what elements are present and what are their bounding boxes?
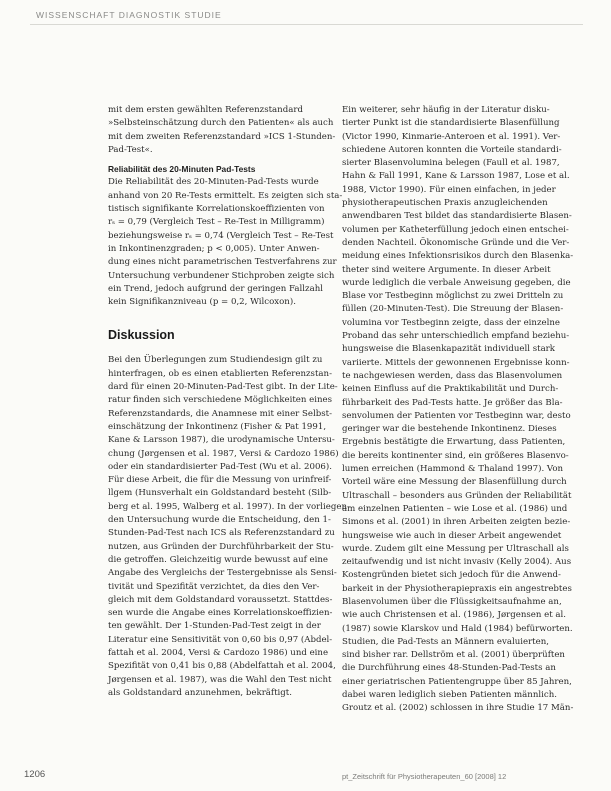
journal-footer: pt_Zeitschrift für Physiotherapeuten_60 [2008] 12 <box>342 772 507 781</box>
text-line: Die Reliabilität des 20-Minuten-Pad-Tests wurde <box>108 177 319 188</box>
text-line: tivität und Spezifität verzichtet, da dies den Ver- <box>108 581 320 592</box>
text-line: Bei den Überlegungen zum Studiendesign gilt zu <box>108 355 323 366</box>
text-line: lumen erreichen (Hammond & Thaland 1997). Von <box>342 464 564 475</box>
text-line: Untersuchung verbundener Stichproben zeigte sich <box>108 270 335 281</box>
discussion-paragraph <box>108 354 350 700</box>
text-line: volumina vor Testbeginn zeigte, dass der einzelne <box>342 317 560 328</box>
text-line: sen wurde die Angabe eines Korrelationskoeffizien- <box>108 608 333 619</box>
text-line: ein Trend, jedoch aufgrund der geringen Fallzahl <box>108 283 323 294</box>
text-line: hinterfragen, ob es einen etablierten Referenzstan- <box>108 368 332 379</box>
text-line: Simons et al. (2001) in ihren Arbeiten zeigten bezie- <box>342 517 571 528</box>
text-line: Kostengründen bietet sich jedoch für die Anwend- <box>342 570 561 581</box>
text-line: in Inkontinenzgraden; p < 0,005). Unter Anwen- <box>108 243 320 254</box>
text-line: die bereits kontinenter sind, ein größeres Blasenvo- <box>342 450 569 461</box>
text-line: hungsweise wie auch in dieser Arbeit angewendet <box>342 530 562 541</box>
text-line: sind bisher rar. Dellström et al. (2001) überprüften <box>342 650 565 661</box>
text-line: den Untersuchung wurde die Entscheidung, den 1- <box>108 515 331 526</box>
text-line: gleich mit dem Goldstandard voraussetzt. Stattdes- <box>108 594 333 605</box>
text-line: kein Signifikanzniveau (p = 0,2, Wilcoxon). <box>108 297 296 308</box>
text-line: Blasenvolumen über die Flüssigkeitsaufnahme an, <box>342 596 562 607</box>
intro-paragraph <box>108 104 336 157</box>
text-line: volumen per Katheterfüllung jedoch einen entschei- <box>342 224 569 235</box>
right-column-text <box>342 104 574 716</box>
text-line: Studien, die Pad-Tests an Männern evaluierten, <box>342 636 549 647</box>
text-line: als Goldstandard anzunehmen, bekräftigt. <box>108 687 292 698</box>
text-line: ten gewählt. Der 1-Stunden-Pad-Test zeigt in der <box>108 621 321 632</box>
text-line: keinen Einfluss auf die Praktikabilität und Durch- <box>342 384 559 395</box>
text-line: Vorteil wäre eine Messung der Blasenfüllung durch <box>342 477 567 488</box>
text-line: zeitaufwendig und ist nicht invasiv (Kelly 2004). Aus <box>342 557 572 568</box>
text-line: tierter Punkt ist die standardisierte Blasenfüllung <box>342 118 560 129</box>
header-divider <box>30 24 583 25</box>
text-line: wie auch Christensen et al. (1986), Jørgensen et al. <box>342 610 567 621</box>
text-line: füllen (20-Minuten-Test). Die Streuung der Blasen- <box>342 304 564 315</box>
text-line: Proband das sehr unterschiedlich empfand beziehu- <box>342 331 570 342</box>
text-line: dard für einen 20-Minuten-Pad-Test gibt. In der Lite- <box>108 382 338 393</box>
text-line: geringer war die bestehende Inkontinenz. Dieses <box>342 424 557 435</box>
text-line: sierter Blasenvolumina belegen (Faull et al. 1987, <box>342 158 560 169</box>
text-line: Für diese Arbeit, die für die Messung von urinfreif- <box>108 475 332 486</box>
text-line: hungsweise die Blasenkapazität individuell stark <box>342 344 556 355</box>
text-line: meidung eines Infektionsrisikos durch den Blasenka- <box>342 251 574 262</box>
text-line: Referenzstandards, die Anamnese mit einer Selbst- <box>108 408 333 419</box>
text-line: barkeit in der Physiotherapiepraxis ein angestrebtes <box>342 583 572 594</box>
text-line: Angabe des Vergleichs der Testergebnisse als Sensi- <box>108 568 337 579</box>
text-line: wurde. Zudem gilt eine Messung per Ultraschall als <box>342 543 569 554</box>
text-line: Jørgensen et al. 1987), was die Wahl den Test nicht <box>108 674 332 685</box>
text-line: llgem (Hunsverhalt ein Goldstandard besteht (Silb- <box>108 488 332 499</box>
text-line: denden Nachteil. Ökonomische Gründe und die Ver- <box>342 237 570 248</box>
text-line: beziehungsweise rₛ = 0,74 (Vergleich Test – Re-Test <box>108 230 334 241</box>
text-line: (1987) sowie Klarskov und Hald (1984) befürworten. <box>342 623 573 634</box>
reliability-paragraph <box>108 176 343 309</box>
text-line: dabei waren lediglich sieben Patienten männlich. <box>342 690 557 701</box>
text-line: senvolumen der Patienten vor Testbeginn war, desto <box>342 410 571 421</box>
text-line: tistisch signifikante Korrelationskoeffizienten von <box>108 204 325 215</box>
text-line: oder ein standardisierter Pad-Test (Wu et al. 2006). <box>108 461 332 472</box>
text-line: Blase vor Testbeginn möglichst zu zwei Dritteln zu <box>342 291 564 302</box>
text-line: am einzelnen Patienten – wie Lose et al. (1986) und <box>342 503 568 514</box>
text-line: führbarkeit des Pad-Tests hatte. Je größer das Bla- <box>342 397 563 408</box>
section-heading-diskussion: Diskussion <box>108 328 175 343</box>
text-line: theter sind weitere Argumente. In dieser Arbeit <box>342 264 551 275</box>
text-line: nutzen, aus Gründen der Durchführbarkeit der Stu- <box>108 541 334 552</box>
text-line: Pad-Test«. <box>108 144 153 155</box>
text-line: Ergebnis bestätigte die Erwartung, dass Patienten, <box>342 437 566 448</box>
reliability-heading: Reliabilität des 20-Minuten Pad-Tests <box>108 164 256 175</box>
text-line: Kane & Larsson 1987), die urodynamische Untersu- <box>108 435 335 446</box>
text-line: Hahn & Fall 1991, Kane & Larsson 1987, Lose et al. <box>342 171 570 182</box>
text-line: Literatur eine Sensitivität von 0,60 bis 0,97 (Abdel- <box>108 634 333 645</box>
text-line: schiedene Autoren konnten die Vorteile standardi- <box>342 144 562 155</box>
text-line: Ultraschall – besonders aus Gründen der Reliabilität <box>342 490 572 501</box>
text-line: variierte. Mittels der gewonnenen Ergebnisse konn- <box>342 357 570 368</box>
right-column <box>342 104 574 716</box>
text-line: berg et al. 1995, Walberg et al. 1997). In der vorliegen- <box>108 501 350 512</box>
text-line: chung (Jørgensen et al. 1987, Versi & Cardozo 1986) <box>108 448 339 459</box>
text-line: ratur finden sich verschiedene Möglichkeiten eines <box>108 395 333 406</box>
text-line: anhand von 20 Re-Tests ermittelt. Es zeigten sich sta- <box>108 190 343 201</box>
text-line: (Victor 1990, Kinmarie-Anteroen et al. 1991). Ver- <box>342 131 561 142</box>
text-line: physiotherapeutischen Praxis anzugleichenden <box>342 198 548 209</box>
text-line: einschätzung der Inkontinenz (Fisher & Pat 1991, <box>108 421 327 432</box>
text-line: dung eines nicht parametrischen Testverfahrens zur <box>108 257 337 268</box>
text-line: Groutz et al. (2002) schlossen in ihre Studie 17 Män- <box>342 703 574 714</box>
text-line: einer geriatrischen Patientengruppe über 85 Jahren, <box>342 676 572 687</box>
text-line: fattah et al. 2004, Versi & Cardozo 1986) und eine <box>108 647 329 658</box>
text-line: 1988, Victor 1990). Für einen einfachen, in jeder <box>342 184 556 195</box>
text-line: wurde lediglich die verbale Anweisung gegeben, die <box>342 277 571 288</box>
text-line: »Selbsteinschätzung durch den Patienten« als auch <box>108 118 334 129</box>
text-line: die getroffen. Gleichzeitig wurde bewusst auf eine <box>108 554 328 565</box>
text-line: anwendbaren Test bildet das standardisierte Blasen- <box>342 211 572 222</box>
text-line: mit dem ersten gewählten Referenzstandard <box>108 105 303 115</box>
page-number: 1206 <box>24 769 46 780</box>
text-line: die Durchführung eines 48-Stunden-Pad-Tests an <box>342 663 556 674</box>
text-line: mit dem zweiten Referenzstandard »ICS 1-Stunden- <box>108 131 336 142</box>
text-line: rₛ = 0,79 (Vergleich Test – Re-Test in Milligramm) <box>108 217 325 228</box>
text-line: Stunden-Pad-Test nach ICS als Referenzstandard zu <box>108 528 335 539</box>
text-line: Spezifität von 0,41 bis 0,88 (Abdelfattah et al. 2004, <box>108 661 336 672</box>
text-line: Ein weiterer, sehr häufig in der Literatur disku- <box>342 105 550 115</box>
text-line: te nachgewiesen werden, dass das Blasenvolumen <box>342 370 563 381</box>
left-column <box>108 104 350 700</box>
running-title: WISSENSCHAFT DIAGNOSTIK STUDIE <box>36 10 222 20</box>
